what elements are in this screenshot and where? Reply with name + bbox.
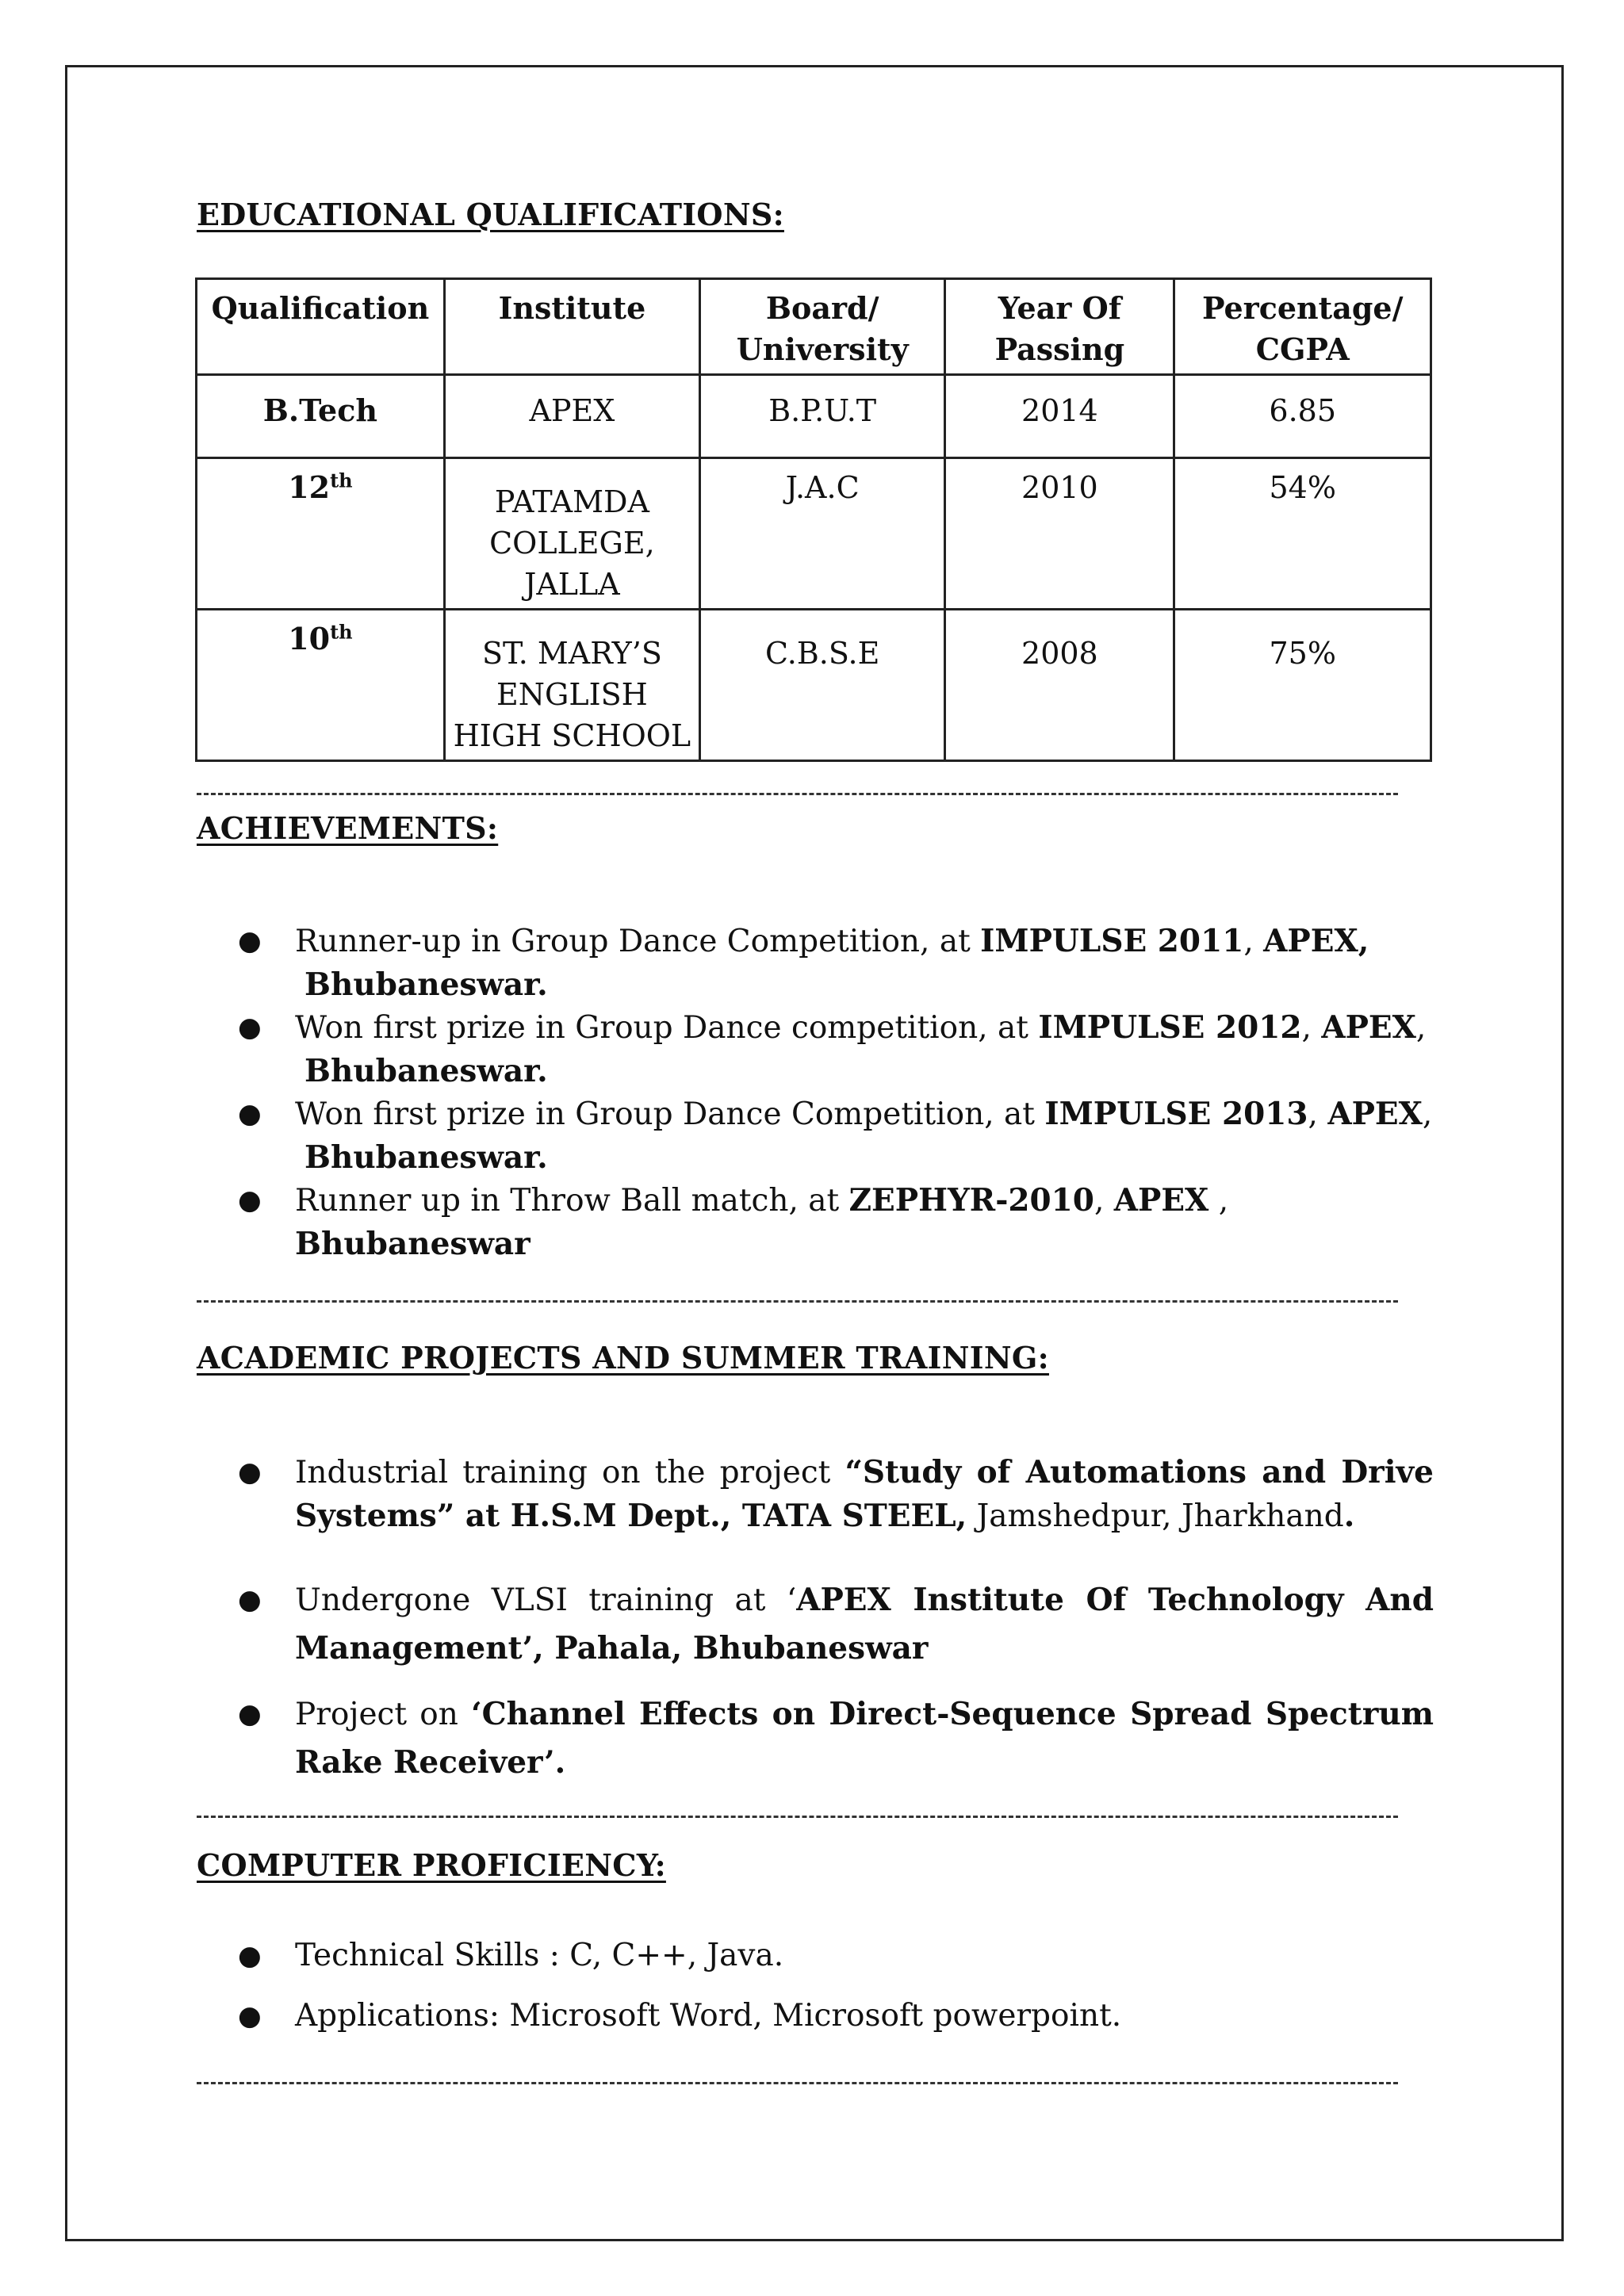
event-name: IMPULSE 2012 — [1038, 1009, 1302, 1046]
list-item — [238, 1006, 1434, 1093]
column-header: Year Of Passing — [945, 279, 1174, 375]
score-cell: 6.85 — [1174, 375, 1431, 458]
qualification-cell — [197, 610, 445, 761]
education-heading: EDUCATIONAL QUALIFICATIONS: — [197, 197, 784, 232]
board-cell — [700, 610, 945, 761]
bullet-icon: ● — [238, 925, 262, 957]
institute-cell — [444, 458, 699, 610]
column-header: Percentage/ CGPA — [1174, 279, 1431, 375]
item-text: Won first prize in Group Dance Competition, at — [295, 1096, 1045, 1132]
year-cell: 2010 — [945, 458, 1174, 610]
projects-list — [238, 1451, 1434, 1787]
bullet-icon: ● — [238, 2000, 262, 2032]
board-cell: B.P.U.T — [700, 375, 945, 458]
separator: , — [1415, 1010, 1427, 1046]
institute-text: ST. MARY’S ENGLISH HIGH SCHOOL — [453, 636, 691, 753]
item-text: Project on — [295, 1697, 472, 1732]
table-header-row — [197, 279, 1431, 375]
project-title: ‘Channel Effects on Direct-Sequence Spread Spectrum Rake Receiver’. — [295, 1696, 1434, 1781]
event-name: IMPULSE 2013 — [1044, 1096, 1308, 1132]
org-name: APEX — [1321, 1009, 1416, 1046]
year-cell — [945, 610, 1174, 761]
qualification-cell — [197, 458, 445, 610]
year-cell: 2014 — [945, 375, 1174, 458]
project-title: “Study of Automations and Drive Systems” at H.S.M Dept., TATA STEEL, — [295, 1454, 1434, 1534]
section-divider — [197, 793, 1398, 795]
bullet-icon: ● — [238, 1456, 262, 1488]
bullet-icon: ● — [238, 1584, 262, 1616]
board-cell: J.A.C — [700, 458, 945, 610]
item-text: Runner up in Throw Ball match, at — [295, 1183, 849, 1219]
separator: , — [1243, 924, 1264, 959]
computer-list — [238, 1934, 1434, 2038]
bullet-icon: ● — [238, 1940, 262, 1972]
item-text: Jamshedpur, Jharkhand — [967, 1498, 1344, 1534]
bullet-icon: ● — [238, 1698, 262, 1730]
list-item — [238, 1690, 1434, 1787]
separator: , — [1208, 1183, 1229, 1219]
institute-cell: APEX — [444, 375, 699, 458]
city-name: Bhubaneswar. — [304, 966, 548, 1003]
city-name: Bhubaneswar — [295, 1226, 530, 1262]
score-cell: 54% — [1174, 458, 1431, 610]
list-item — [238, 1179, 1434, 1266]
city-name: Bhubaneswar. — [304, 1053, 548, 1089]
event-name: ZEPHYR-2010 — [848, 1182, 1094, 1219]
org-name: APEX — [1113, 1182, 1209, 1219]
item-end: . — [1343, 1498, 1355, 1534]
item-text: Technical Skills : C, C++, Java. — [295, 1938, 784, 1973]
bullet-icon: ● — [238, 1098, 262, 1130]
item-text: Runner-up in Group Dance Competition, at — [295, 924, 981, 959]
table-row — [197, 610, 1431, 761]
list-item — [238, 1576, 1434, 1673]
qualification-text: 10 — [288, 621, 331, 656]
qualification-text: 12 — [288, 469, 331, 505]
list-item — [238, 920, 1434, 1006]
item-text: Undergone VLSI training at ‘ — [295, 1582, 797, 1618]
qualification-superscript: th — [330, 469, 353, 492]
score-text: 75% — [1269, 636, 1336, 671]
column-header: Qualification — [197, 279, 445, 375]
table-row — [197, 375, 1431, 458]
separator: , — [1094, 1183, 1114, 1219]
org-name: APEX, — [1263, 923, 1369, 959]
achievements-heading: ACHIEVEMENTS: — [197, 810, 499, 846]
separator: , — [1422, 1096, 1433, 1132]
column-header: Board/ University — [700, 279, 945, 375]
computer-heading: COMPUTER PROFICIENCY: — [197, 1847, 666, 1883]
section-divider — [197, 2082, 1398, 2084]
list-item — [238, 1995, 1434, 2038]
table-row — [197, 458, 1431, 610]
list-item — [238, 1451, 1434, 1538]
qualification-text: B.Tech — [262, 392, 378, 428]
separator: , — [1301, 1010, 1322, 1046]
separator: , — [1308, 1096, 1328, 1132]
institute-text: PATAMDA COLLEGE, JALLA — [489, 484, 655, 602]
institute-cell — [444, 610, 699, 761]
projects-heading: ACADEMIC PROJECTS AND SUMMER TRAINING: — [197, 1340, 1049, 1376]
year-text: 2008 — [1021, 636, 1098, 671]
board-text: C.B.S.E — [765, 636, 880, 671]
item-text: Applications: Microsoft Word, Microsoft powerpoint. — [295, 1998, 1122, 2034]
bullet-icon: ● — [238, 1184, 262, 1216]
city-name: Bhubaneswar. — [304, 1139, 548, 1176]
column-header: Institute — [444, 279, 699, 375]
training-institute: APEX Institute Of Technology And Management’, Pahala, Bhubaneswar — [295, 1582, 1434, 1667]
org-name: APEX — [1327, 1096, 1423, 1132]
event-name: IMPULSE 2011 — [980, 923, 1244, 959]
item-text: Industrial training on the project — [295, 1455, 845, 1490]
item-text: Won first prize in Group Dance competition, at — [295, 1010, 1039, 1046]
education-table — [195, 277, 1432, 762]
qualification-superscript: th — [330, 620, 353, 644]
list-item — [238, 1934, 1434, 1977]
qualification-cell — [197, 375, 445, 458]
section-divider — [197, 1300, 1398, 1303]
section-divider — [197, 1816, 1398, 1818]
list-item — [238, 1093, 1434, 1179]
bullet-icon: ● — [238, 1012, 262, 1043]
achievements-list — [238, 920, 1434, 1266]
score-cell — [1174, 610, 1431, 761]
